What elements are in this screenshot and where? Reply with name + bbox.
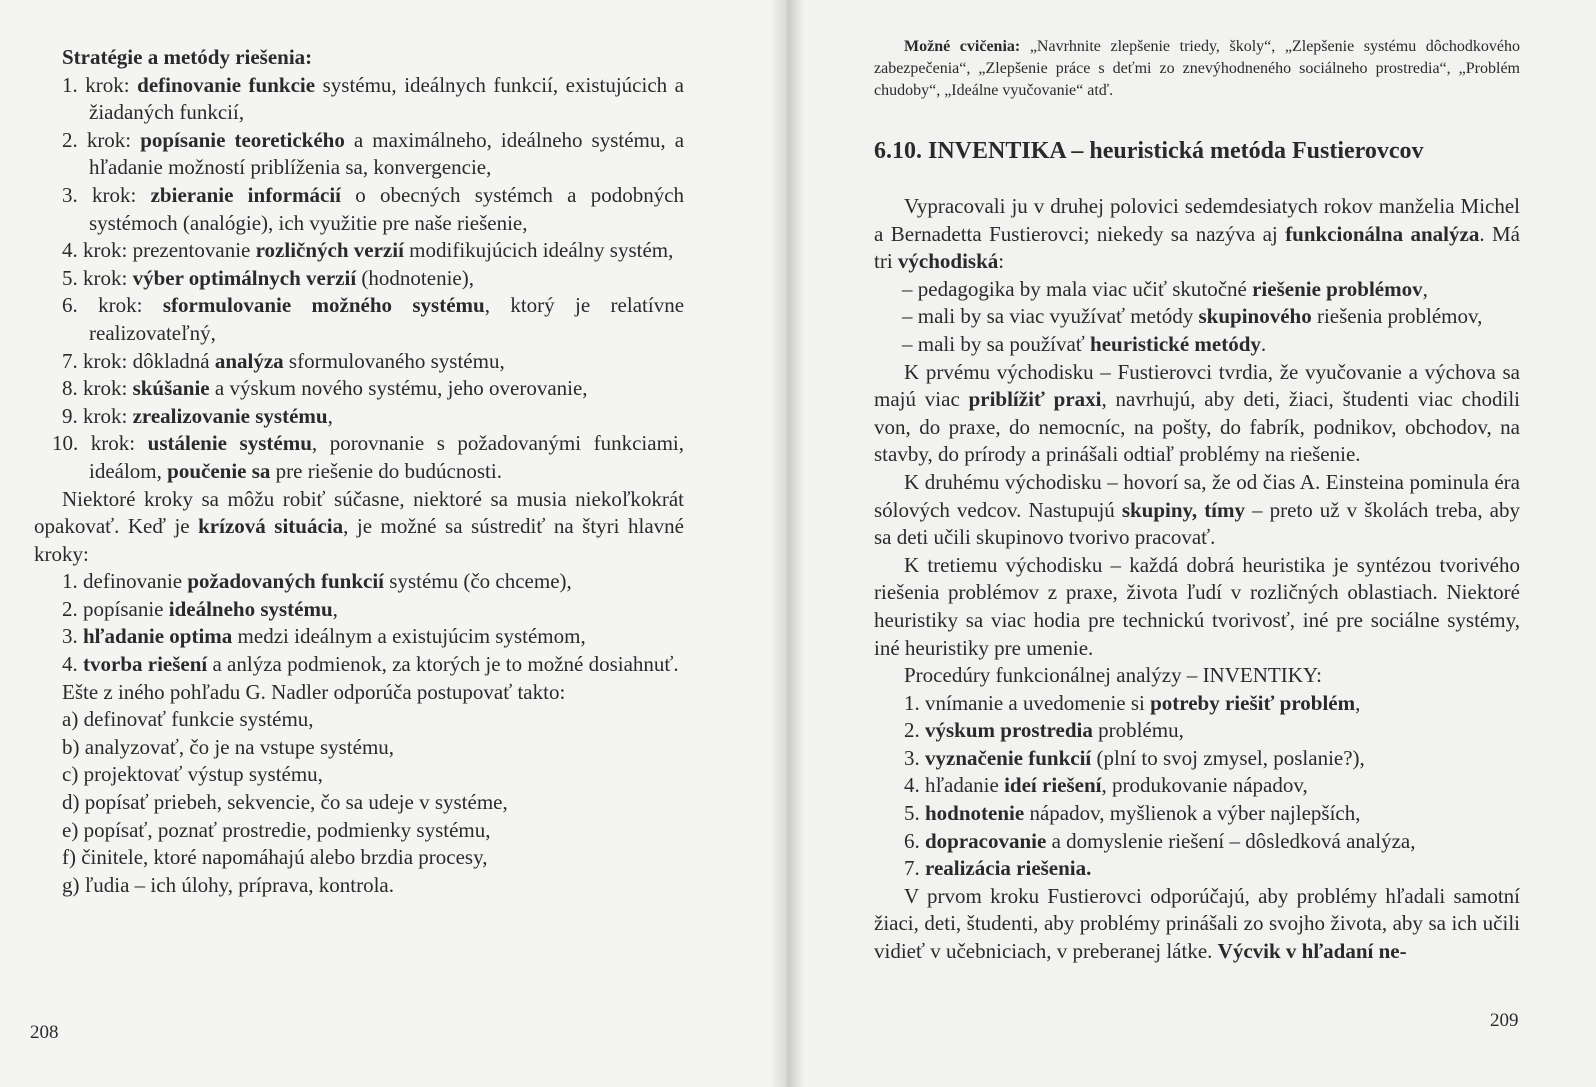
first-step-paragraph: V prvom kroku Fustierovci odporúčajú, aby problémy hľadali samotní žiaci, deti, študenti, aby problémy prinášali zo svojho života, aby sa ich učili vidieť v učebniciach, v preberanej látke. Výcvik v hľadaní ne- [874,883,1520,964]
list-item: – pedagogika by mala viac učiť skutočné riešenie problémov, [902,276,1428,301]
list-item: 2. krok: popísanie teoretického a maximálneho, ideálneho systému, a hľadanie možností priblíženia sa, konvergencie, [62,127,685,180]
book-gutter-shadow [770,0,804,1087]
list-item: 7. krok: dôkladná analýza sformulovaného systému, [62,348,505,373]
list-item: f) činitele, ktoré napomáhajú alebo brzdia procesy, [62,845,488,870]
steps-list [52,72,685,486]
list-item: 3. krok: zbieranie informácií o obecných systémch a podobných systémoch (analógie), ich využitie pre naše riešenie, [62,182,685,235]
left-text-column [34,44,685,899]
list-item: 1. krok: definovanie funkcie systému, ideálnych funkcií, existujúcich a žiadaných funkcií, [62,72,684,125]
list-item: 9. krok: zrealizovanie systému, [62,403,333,428]
exercise-note: Možné cvičenia: „Navrhnite zlepšenie triedy, školy“, „Zlepšenie systému dôchodkového zabezpečenia“, „Zlepšenie práce s deťmi zo znevýhodneného sociálneho prostredia“, „Problém chudoby“, „Ideálne vyučovanie“ atď. [874,38,1521,99]
list-item: d) popísať priebeh, sekvencie, čo sa udeje v systéme, [62,790,508,815]
list-item: 7. realizácia riešenia. [904,856,1092,881]
list-item: 3. vyznačenie funkcií (plní to svoj zmysel, poslanie?), [904,745,1365,770]
nadler-list [62,706,684,899]
list-item: 2. popísanie ideálneho systému, [62,596,338,621]
list-item: 10. krok: ustálenie systému, porovnanie s požadovanými funkciami, ideálom, poučenie sa pre riešenie do budúcnosti. [52,431,684,483]
second-basis-paragraph: K druhému východisku – hovorí sa, že od čias A. Einsteina pominula éra sólových vedcov. Nastupujú skupiny, tímy – preto už v školách treba, aby sa deti učili skupinovo tvorivo pracovať. [874,469,1520,550]
list-item: 3. hľadanie optima medzi ideálnym a existujúcim systémom, [62,624,586,649]
list-item: 6. dopracovanie a domyslenie riešení – dôsledková analýza, [904,828,1416,853]
list-item: 4. hľadanie ideí riešení, produkovanie nápadov, [904,773,1308,798]
list-item: 5. krok: výber optimálnych verzií (hodnotenie), [62,265,474,290]
page-number-left: 208 [30,1022,59,1043]
right-text-column [874,36,1520,966]
crisis-paragraph: Niektoré kroky sa môžu robiť súčasne, niektoré sa musia niekoľkokrát opakovať. Keď je krízová situácia, je možné sa sústrediť na štyri hlavné kroky: [34,486,684,566]
bases-list [874,276,1520,359]
third-basis-paragraph: K tretiemu východisku – každá dobrá heuristika je syntézou tvorivého riešenia problémov z praxe, života ľudí v rozličných oblastiach. Niektoré heuristiky sa viac hodia pre technickú tvorivosť, iné pre sociálne systémy, iné heuristiky pre umenie. [874,552,1520,660]
procedures-list [874,690,1520,883]
crisis-steps-list [62,568,684,678]
list-item: 1. definovanie požadovaných funkcií systému (čo chceme), [62,569,572,594]
section-title: 6.10. INVENTIKA – heuristická metóda Fustierovcov [874,138,1424,164]
list-item: e) popísať, poznať prostredie, podmienky systému, [62,817,491,842]
list-item: 2. výskum prostredia problému, [904,718,1184,743]
list-item: – mali by sa používať heuristické metódy. [902,331,1267,356]
page-number-right: 209 [1490,1010,1519,1031]
left-page [0,0,786,1087]
strategy-heading: Stratégie a metódy riešenia: [62,45,313,69]
list-item: a) definovať funkcie systému, [62,707,314,732]
right-page [786,0,1596,1087]
procedures-intro: Procedúry funkcionálnej analýzy – INVENTIKY: [904,663,1322,688]
list-item: 4. krok: prezentovanie rozličných verzií modifikujúcich ideálny systém, [62,238,674,263]
first-basis-paragraph: K prvému východisku – Fustierovci tvrdia, že vyučovanie a výchova sa majú viac priblížiť praxi, navrhujú, aby deti, žiaci, študenti viac chodili von, do praxe, do nemocníc, na pošty, do fabrík, podnikov, obchodov, na stavby, do prírody a prinášali odtiaľ problémy na riešenie. [874,359,1520,467]
nadler-paragraph: Ešte z iného pohľadu G. Nadler odporúča postupovať takto: [62,679,566,704]
list-item: 4. tvorba riešení a anlýza podmienok, za ktorých je to možné dosiahnuť. [62,652,679,677]
list-item: g) ľudia – ich úlohy, príprava, kontrola. [62,872,395,897]
list-item: 8. krok: skúšanie a výskum nového systému, jeho overovanie, [62,376,588,401]
list-item: – mali by sa viac využívať metódy skupinového riešenia problémov, [902,304,1483,329]
list-item: c) projektovať výstup systému, [62,762,323,787]
list-item: 5. hodnotenie nápadov, myšlienok a výber najlepších, [904,801,1361,826]
intro-paragraph: Vypracovali ju v druhej polovici sedemdesiatych rokov manželia Michel a Bernadetta Fustierovci; niekedy sa nazýva aj funkcionálna analýza. Má tri východiská: [874,194,1520,274]
list-item: 1. vnímanie a uvedomenie si potreby riešiť problém, [904,690,1361,715]
list-item: b) analyzovať, čo je na vstupe systému, [62,734,395,759]
list-item: 6. krok: sformulovanie možného systému, ktorý je relatívne realizovateľný, [62,293,685,345]
